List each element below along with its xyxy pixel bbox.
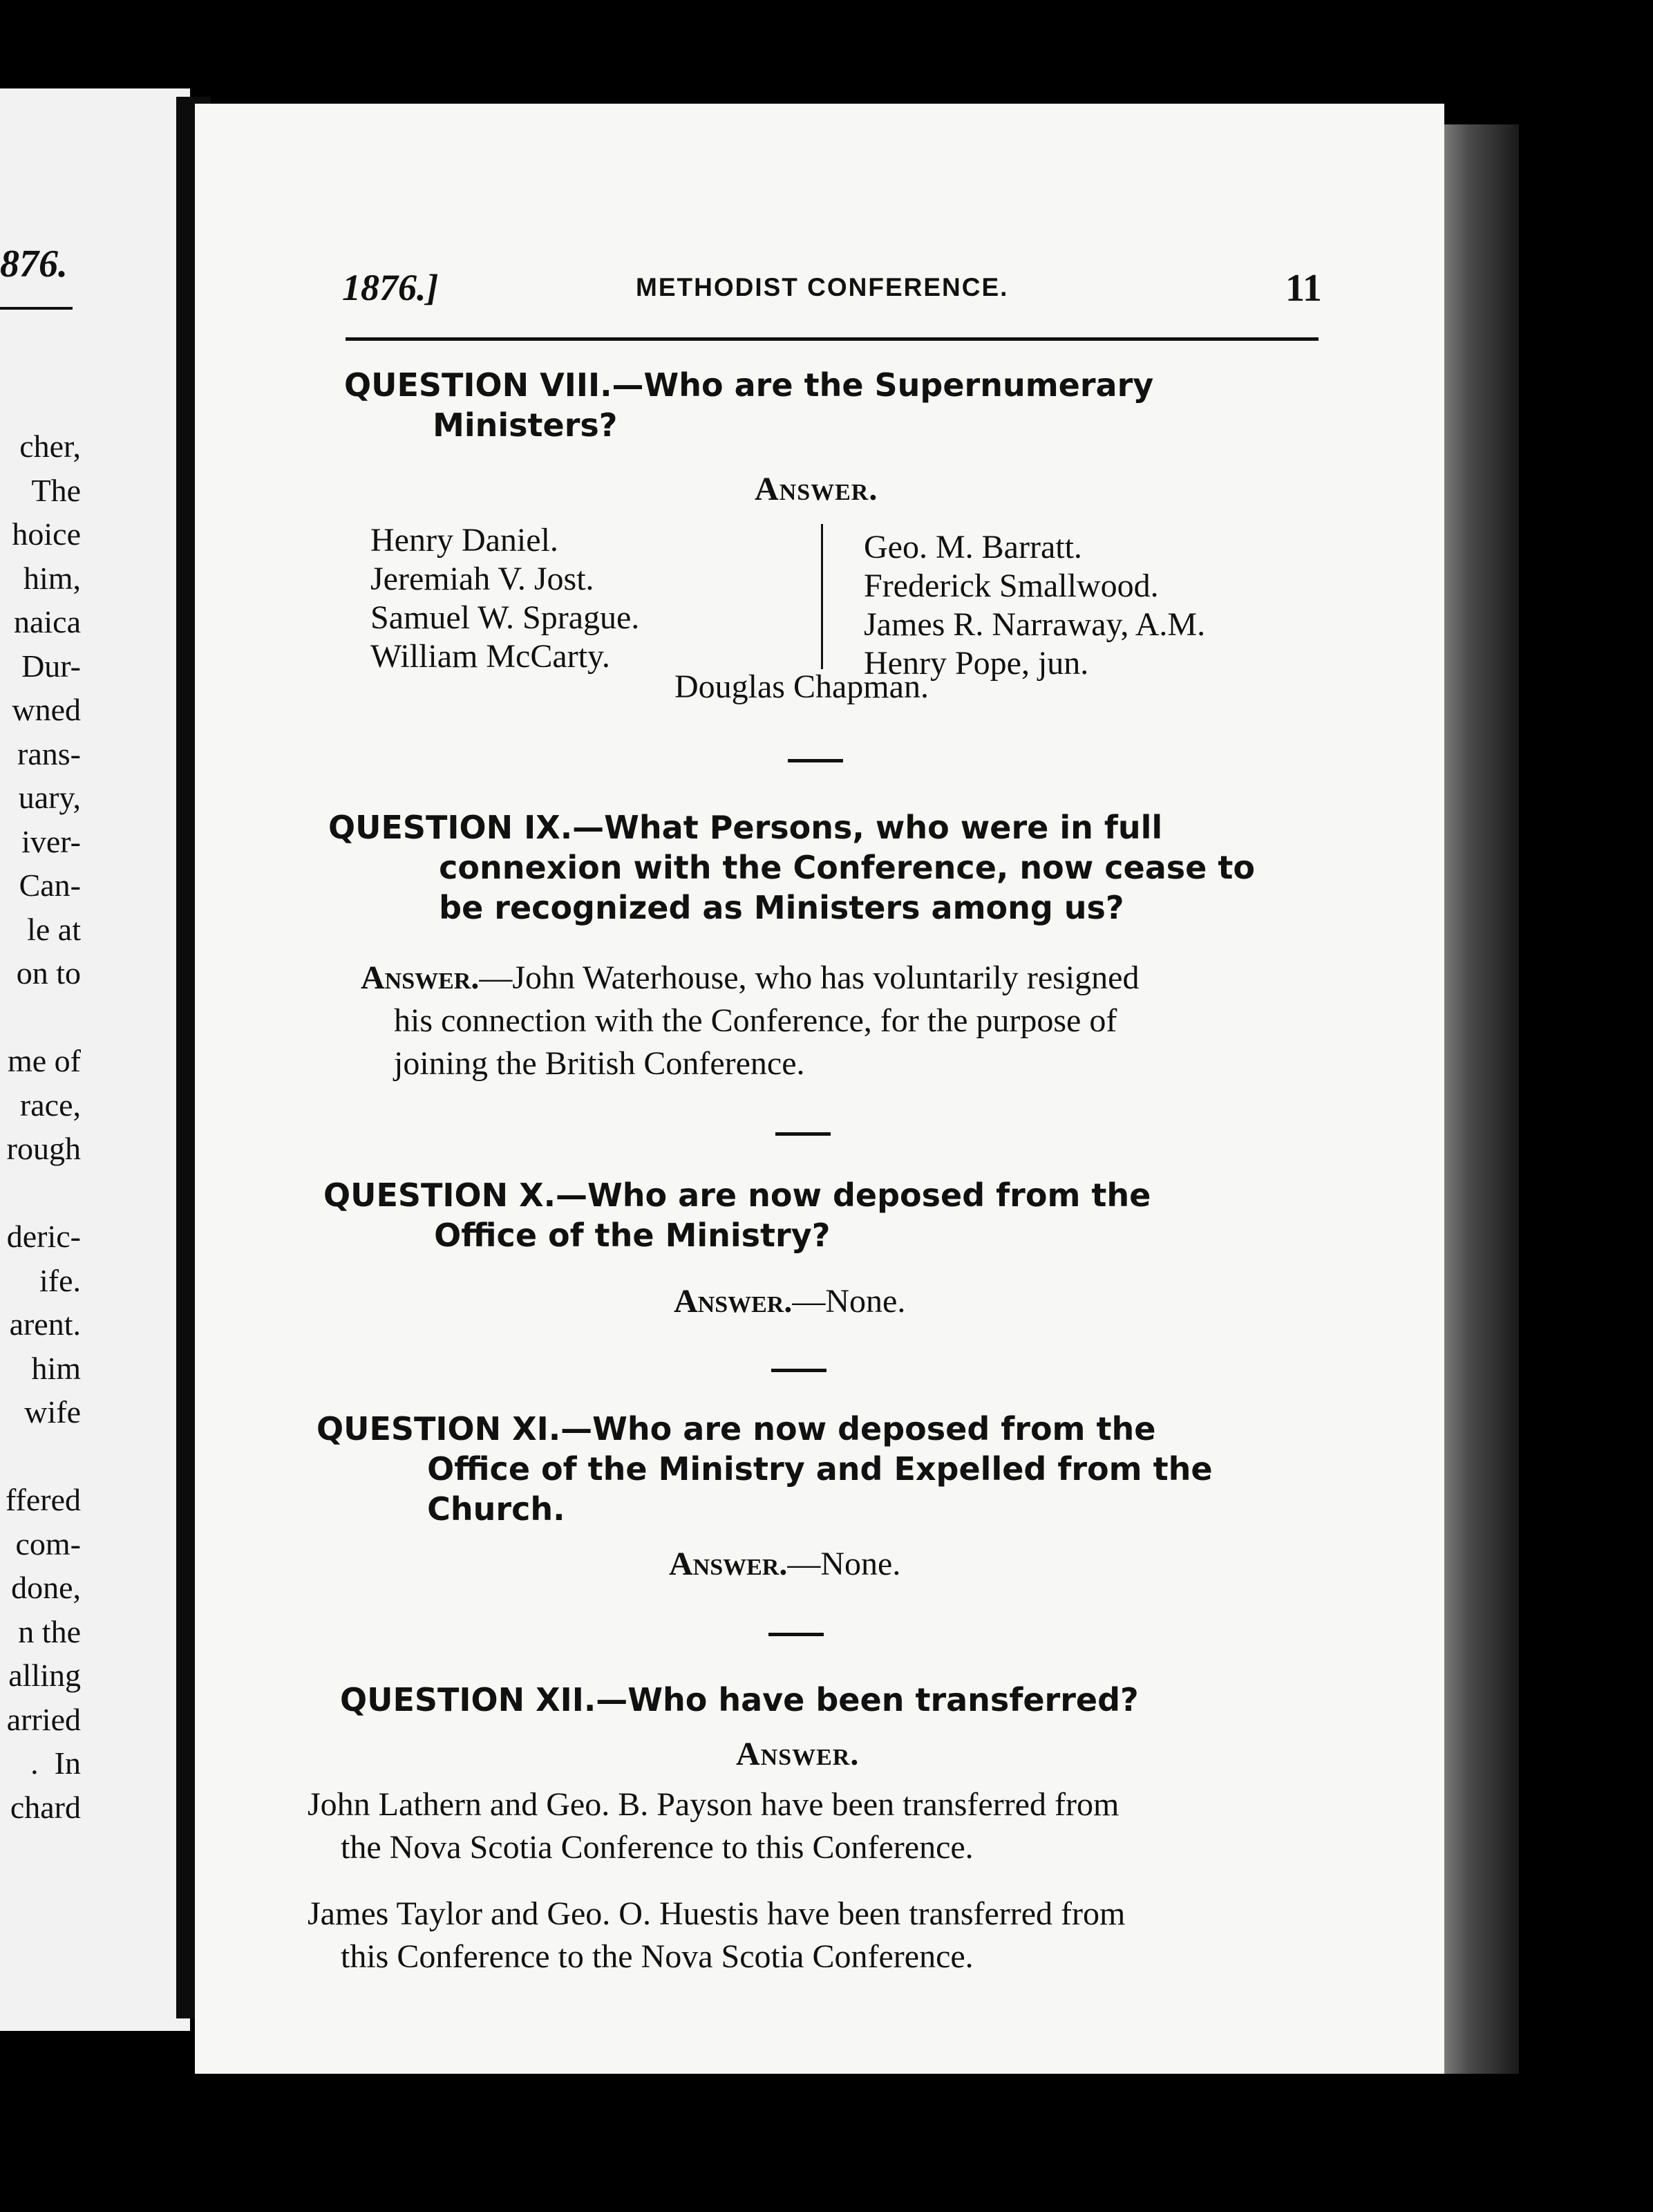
left-page-line-fragments: cher, The hoice him, naica Dur- wned rans- uary, iver- Can- le at on to me of race, rough deric- ife. arent. him wife ffered com- done, n the alling arried . In chard (6, 429, 81, 1825)
names-column-divider (821, 524, 823, 669)
question-9-answer-text: —John Waterhouse, who has voluntarily resigned his connection with the Conference, for the purpose of joining the British Conference. (394, 959, 1140, 1082)
section-separator (768, 1633, 824, 1636)
left-page-rule (0, 307, 73, 310)
question-11-answer-label: Answer. (669, 1546, 788, 1582)
section-separator (771, 1369, 826, 1372)
question-8-names-left: Henry Daniel. Jeremiah V. Jost. Samuel W. Sprague. William McCarty. (370, 522, 640, 675)
page-number: 11 (1285, 267, 1322, 310)
question-10-answer-label: Answer. (674, 1283, 793, 1320)
running-header-year: 1876.] (342, 267, 439, 308)
question-12-paragraph-1: John Lathern and Geo. B. Payson have been transferred from the Nova Scotia Conference to this Conference. (308, 1786, 1120, 1866)
question-12-paragraph-2: James Taylor and Geo. O. Huestis have been transferred from this Conference to the Nova Scotia Conference. (308, 1895, 1126, 1975)
question-8: QUESTION VIII.—Who are the Supernumerary Ministers? (344, 366, 1154, 444)
running-header-title: METHODIST CONFERENCE. (636, 273, 1009, 301)
page-edge (1436, 124, 1519, 2074)
question-12: QUESTION XII.—Who have been transferred? (340, 1681, 1139, 1718)
question-10: QUESTION X.—Who are now deposed from the Office of the Ministry? (323, 1177, 1151, 1254)
question-12-answer-label: Answer. (736, 1736, 860, 1772)
section-separator (775, 1132, 831, 1136)
header-rule (346, 337, 1319, 341)
question-10-answer (674, 1280, 905, 1323)
question-11-answer (669, 1543, 900, 1586)
question-9-answer-label: Answer. (361, 959, 480, 996)
question-11: QUESTION XI.—Who are now deposed from the Office of the Ministry and Expelled from the Church. (317, 1410, 1213, 1528)
section-separator (788, 759, 843, 762)
question-8-name-center: Douglas Chapman. (674, 668, 929, 705)
question-11-answer-text: —None. (787, 1546, 901, 1582)
left-page (0, 88, 190, 2031)
question-9-answer (361, 957, 1139, 1085)
question-8-answer-label: Answer. (755, 471, 878, 507)
left-page-year: 876. (0, 243, 68, 285)
question-10-answer-text: —None. (792, 1283, 906, 1320)
question-8-names-right: Geo. M. Barratt. Frederick Smallwood. James R. Narraway, A.M. Henry Pope, jun. (864, 529, 1206, 682)
question-9: QUESTION IX.—What Persons, who were in full connexion with the Conference, now cease to be recognized as Ministers among us? (328, 809, 1255, 926)
